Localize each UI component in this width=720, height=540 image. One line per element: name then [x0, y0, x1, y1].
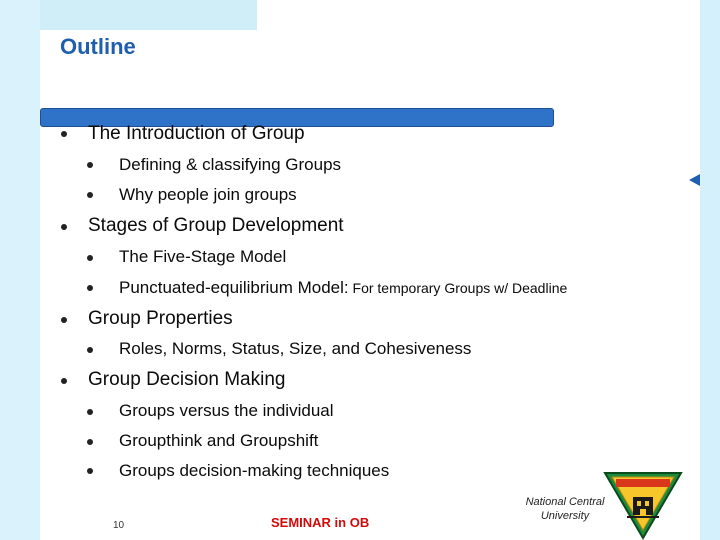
- bullet-icon: [61, 378, 67, 384]
- outline-item-level1: Group Properties: [88, 308, 233, 329]
- outline-item-level2: Groups versus the individual: [119, 401, 334, 420]
- bullet-icon: [61, 317, 67, 323]
- right-accent-band: [700, 0, 720, 540]
- outline-item-level1: The Introduction of Group: [88, 123, 305, 144]
- university-seal-logo-icon: [603, 471, 683, 540]
- outline-item-level1: Group Decision Making: [88, 369, 286, 390]
- bullet-icon: [87, 255, 93, 261]
- bullet-icon: [61, 131, 67, 137]
- outline-item-level1: Stages of Group Development: [88, 215, 344, 236]
- bullet-icon: [87, 468, 93, 474]
- outline-item-text: Punctuated-equilibrium Model:: [119, 278, 349, 297]
- bullet-icon: [87, 409, 93, 415]
- page-number: 10: [113, 520, 125, 531]
- university-name-line1: National Central: [525, 496, 605, 508]
- outline-item-level2: Groups decision-making techniques: [119, 461, 390, 480]
- left-accent-band: [0, 0, 40, 540]
- outline-item-level2: Groupthink and Groupshift: [119, 431, 319, 450]
- university-name-line2: University: [540, 510, 590, 522]
- outline-item-level2: Roles, Norms, Status, Size, and Cohesiveness: [119, 339, 472, 358]
- outline-item-level2: [119, 278, 567, 298]
- slide-title: Outline: [60, 34, 136, 59]
- university-name: [515, 495, 615, 523]
- footer-center-text: SEMINAR in OB: [271, 515, 370, 530]
- outline-item-level2: Why people join groups: [119, 185, 297, 204]
- right-edge-notch: [689, 174, 700, 186]
- bullet-icon: [87, 192, 93, 198]
- outline-item-level2: The Five-Stage Model: [119, 247, 287, 266]
- bullet-icon: [61, 224, 67, 230]
- bullet-icon: [87, 162, 93, 168]
- bullet-icon: [87, 347, 93, 353]
- outline-item-note: For temporary Groups w/ Deadline: [348, 280, 568, 296]
- outline-item-level2: Defining & classifying Groups: [119, 155, 342, 174]
- bullet-icon: [87, 285, 93, 291]
- bullet-icon: [87, 439, 93, 445]
